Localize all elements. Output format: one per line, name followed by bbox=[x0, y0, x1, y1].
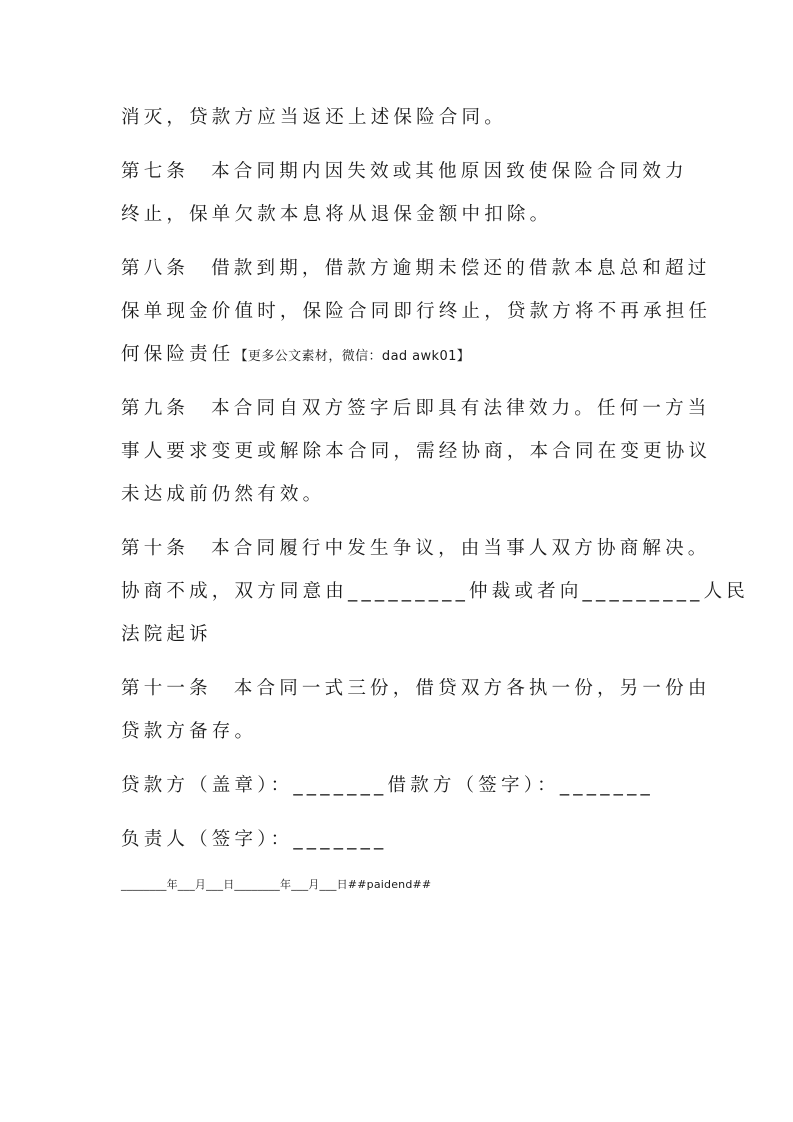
text-line: 事人要求变更或解除本合同，需经协商，本合同在变更协议 bbox=[121, 441, 712, 462]
text-line: 消灭，贷款方应当返还上述保险合同。 bbox=[121, 107, 507, 128]
article-9-heading: 第九条 bbox=[121, 398, 190, 419]
article-8-text: 借款到期，借款方逾期未偿还的借款本息总和超过 bbox=[211, 258, 711, 279]
signature-line-lender-borrower: 贷款方（盖章）：_______借款方（签字）：_______ bbox=[121, 775, 655, 796]
article-8-first-line bbox=[121, 257, 711, 281]
signature-line-responsible-person: 负责人（签字）：_______ bbox=[121, 829, 388, 850]
article-10-text: 本合同履行中发生争议，由当事人双方协商解决。 bbox=[211, 538, 711, 559]
text-line: 终止，保单欠款本息将从退保金额中扣除。 bbox=[121, 204, 553, 225]
text-line: 何保险责任 bbox=[121, 344, 235, 365]
article-8-heading: 第八条 bbox=[121, 258, 190, 279]
article-9-text: 本合同自双方签字后即具有法律效力。任何一方当 bbox=[211, 398, 711, 419]
article-11-first-line bbox=[121, 677, 711, 701]
article-9-first-line bbox=[121, 397, 711, 421]
article-10-heading: 第十条 bbox=[121, 538, 190, 559]
article-7-text: 本合同期内因失效或其他原因致使保险合同效力 bbox=[211, 161, 688, 182]
text-line: 协商不成，双方同意由_________仲裁或者向_________人民 bbox=[121, 581, 750, 602]
text-line: 贷款方备存。 bbox=[121, 721, 258, 742]
article-7-first-line bbox=[121, 160, 688, 184]
text-line: 未达成前仍然有效。 bbox=[121, 484, 326, 505]
article-11-heading: 第十一条 bbox=[121, 678, 212, 699]
article-7-heading: 第七条 bbox=[121, 161, 190, 182]
article-10-first-line bbox=[121, 537, 711, 561]
article-11-text: 本合同一式三份，借贷双方各执一份，另一份由 bbox=[233, 678, 711, 699]
date-line: ________年___月___日________年___月___日##paidend## bbox=[121, 878, 432, 891]
text-line: 保单现金价值时，保险合同即行终止，贷款方将不再承担任 bbox=[121, 301, 712, 322]
watermark-note: 【更多公文素材，微信：dad awk01】 bbox=[234, 349, 471, 364]
text-line: 法院起诉 bbox=[121, 624, 212, 645]
article-8-last-line bbox=[121, 343, 470, 369]
